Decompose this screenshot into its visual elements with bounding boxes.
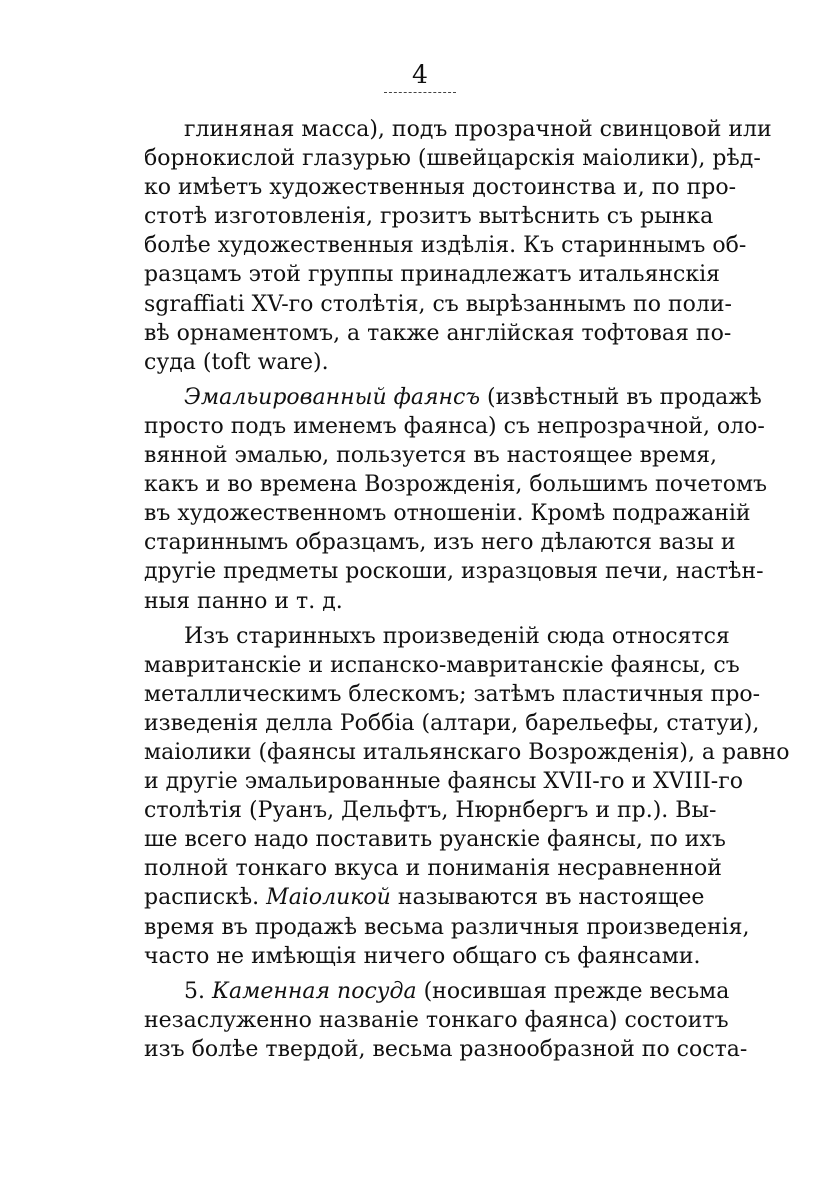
page-number: 4 [412, 60, 428, 89]
text-run: ко имѣетъ художественныя достоинства и, по про- [144, 175, 737, 201]
text-line [144, 412, 765, 441]
text-run: незаслуженно названіе тонкаго фаянса) состоитъ [144, 1007, 729, 1033]
text-line [144, 441, 718, 470]
italic-term: Эмальированный фаянсъ [184, 384, 481, 410]
text-line [144, 883, 705, 912]
text-run: суда (toft ware). [144, 349, 329, 375]
text-run: въ художественномъ отношеніи. Кромѣ подражаній [144, 501, 751, 527]
text-run: вянной эмалью, пользуется въ настоящее время, [144, 443, 718, 469]
text-line [144, 738, 790, 767]
text-line [144, 977, 730, 1006]
text-run: просто подъ именемъ фаянса) съ непрозрачной, оло- [144, 413, 765, 439]
text-run: стариннымъ образцамъ, изъ него дѣлаются вазы и [144, 530, 736, 556]
text-line [144, 260, 721, 289]
text-line [144, 1035, 748, 1064]
text-line [144, 913, 750, 942]
text-run: время въ продажѣ весьма различныя произведенія, [144, 914, 750, 940]
text-run: какъ и во времена Возрожденія, большимъ почетомъ [144, 472, 768, 498]
text-run: разцамъ этой группы принадлежатъ итальянскія [144, 262, 721, 288]
text-line [144, 202, 714, 231]
text-line [144, 587, 696, 616]
text-line [144, 319, 732, 348]
text-run: ныя панно и т. д. [144, 588, 343, 614]
text-run: вѣ орнаментомъ, а также англійская тофтовая по- [144, 320, 732, 346]
text-run: Изъ старинныхъ произведеній сюда относятся [184, 623, 730, 649]
text-line [144, 680, 761, 709]
text-run: полной тонкаго вкуса и пониманія несравненной [144, 856, 722, 882]
text-line [144, 528, 736, 557]
paragraph [144, 977, 748, 1064]
text-line [144, 854, 722, 883]
text-line [144, 348, 696, 377]
text-line [144, 651, 740, 680]
italic-term: Маіоликой [266, 885, 391, 911]
text-line [144, 144, 761, 173]
text-run: глиняная масса), подъ прозрачной свинцовой или [184, 117, 772, 142]
text-run: столѣтія (Руанъ, Дельфтъ, Нюрнбергъ и пр.). Вы- [144, 798, 717, 824]
text-line [144, 231, 747, 260]
text-line [144, 767, 743, 796]
text-line [144, 1006, 729, 1035]
text-run: маіолики (фаянсы итальянскаго Возрожденія), а равно [144, 739, 790, 765]
text-run: называются въ настоящее [390, 885, 705, 911]
text-run: распискѣ. [144, 885, 267, 911]
text-line [144, 470, 768, 499]
text-line [144, 825, 726, 854]
text-run: и другіе эмальированные фаянсы XVII-го и XVIII-го [144, 769, 743, 795]
body-text [144, 115, 790, 1064]
text-line [144, 942, 701, 971]
text-run: ше всего надо поставить руанскіе фаянсы, по ихъ [144, 827, 726, 853]
paragraph [144, 115, 772, 377]
paragraph [144, 383, 768, 616]
text-line [144, 115, 772, 144]
text-line [144, 290, 732, 319]
paragraph [144, 622, 790, 971]
text-line [144, 796, 717, 825]
text-run: изведенія делла Роббіа (алтари, барельефы, статуи), [144, 710, 760, 736]
text-run: изъ болѣе твердой, весьма разнообразной по соста- [144, 1036, 748, 1062]
text-line [144, 173, 737, 202]
text-line [144, 557, 764, 586]
page-number-rule [384, 92, 456, 93]
text-run: sgraffiati XV-го столѣтія, съ вырѣзаннымъ по поли- [144, 291, 732, 317]
text-line [144, 622, 730, 651]
italic-term: Каменная посуда [211, 978, 417, 1004]
text-run: металлическимъ блескомъ; затѣмъ пластичныя про- [144, 681, 761, 707]
text-line [144, 383, 762, 412]
text-run: мавританскіе и испанско-мавританскіе фаянсы, съ [144, 652, 740, 678]
text-run: (носившая прежде весьма [416, 978, 730, 1004]
text-line [144, 499, 751, 528]
text-run: (извѣстный въ продажѣ [480, 384, 762, 410]
text-run: часто не имѣющія ничего общаго съ фаянсами. [144, 943, 701, 969]
text-line [144, 709, 760, 738]
text-run: борнокислой глазурью (швейцарскія маіолики), рѣд- [144, 146, 761, 172]
text-run: болѣе художественныя издѣлія. Къ стариннымъ об- [144, 233, 747, 259]
text-run: стотѣ изготовленія, грозитъ вытѣснить съ рынка [144, 204, 714, 230]
text-run: 5. [184, 978, 212, 1004]
text-run: другіе предметы роскоши, изразцовыя печи, настѣн- [144, 559, 764, 585]
